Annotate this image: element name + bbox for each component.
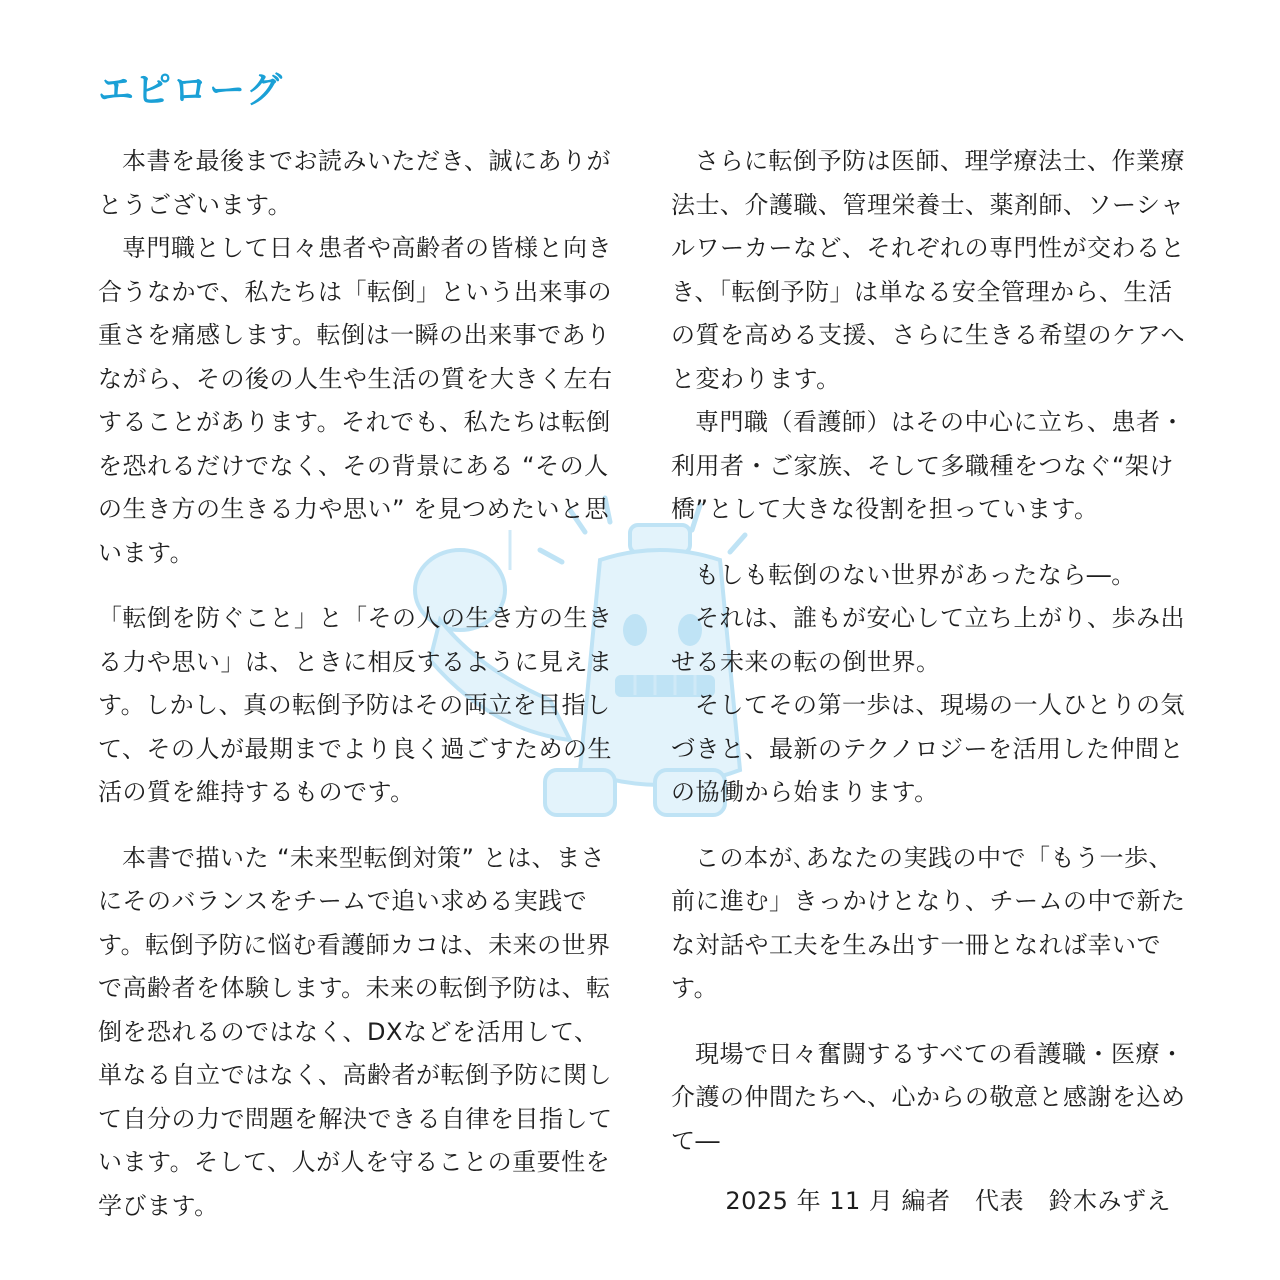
paragraph: 本書を最後までお読みいただき、誠にありがとうございます。 xyxy=(98,147,612,219)
paragraph: さらに転倒予防は医師、理学療法士、作業療法士、介護職、管理栄養士、薬剤師、ソーシャルワーカーなど、それぞれの専門性が交わるとき、「転倒予防」は単なる安全管理から、生活の質を高める支援、さらに生きる希望のケアへと変わります。 xyxy=(671,147,1186,393)
paragraph: 専門職（看護師）はその中心に立ち、患者・利用者・ご家族、そして多職種をつなぐ“架け橋”として大きな役割を担っています。 xyxy=(671,408,1185,523)
signature-block xyxy=(671,1180,1191,1224)
left-column xyxy=(98,140,618,1228)
paragraph: 「転倒を防ぐこと」と「その人の生き方の生きる力や思い」は、ときに相反するように見えます。しかし、真の転倒予防はその両立を目指して、その人が最期までより良く過ごすための生活の質を維持するものです。 xyxy=(98,604,613,806)
right-column xyxy=(671,140,1191,1163)
page-title: エピローグ xyxy=(98,70,284,111)
paragraph: 現場で日々奮闘するすべての看護職・医療・介護の仲間たちへ、心からの敬意と感謝を込めて― xyxy=(671,1039,1186,1155)
paragraph: そしてその第一歩は、現場の一人ひとりの気づきと、最新のテクノロジーを活用した仲間との協働から始まります。 xyxy=(671,691,1185,806)
paragraph: この本が､あなたの実践の中で「もう一歩、前に進む」きっかけとなり、チームの中で新たな対話や工夫を生み出す一冊となれば幸いです。 xyxy=(671,843,1186,1002)
paragraph: 本書で描いた “未来型転倒対策” とは、まさにそのバランスをチームで追い求める実践です。転倒予防に悩む看護師カコは、未来の世界で高齢者を体験します。未来の転倒予防は、転倒を恐れるのではなく、DXなどを活用して、単なる自立ではなく、高齢者が転倒予防に関して自分の力で問題を解決できる自律を目指しています。そして、人が人を守ることの重要性を学びます。 xyxy=(98,843,613,1220)
paragraph: それは、誰もが安心して立ち上がり、歩み出せる未来の転の倒世界。 xyxy=(671,604,1185,676)
paragraph: 専門職として日々患者や高齢者の皆様と向き合うなかで、私たちは「転倒」という出来事の重さを痛感します。転倒は一瞬の出来事でありながら、その後の人生や生活の質を大きく左右することがあります。それでも、私たちは転倒を恐れるだけでなく、その背景にある “その人の生き方の生きる力や思い” を見つめたいと思います。 xyxy=(98,234,613,567)
paragraph: もしも転倒のない世界があったなら―。 xyxy=(695,560,1136,589)
signature: 2025 年 11 月 編者 代表 鈴木みずえ xyxy=(725,1187,1171,1215)
